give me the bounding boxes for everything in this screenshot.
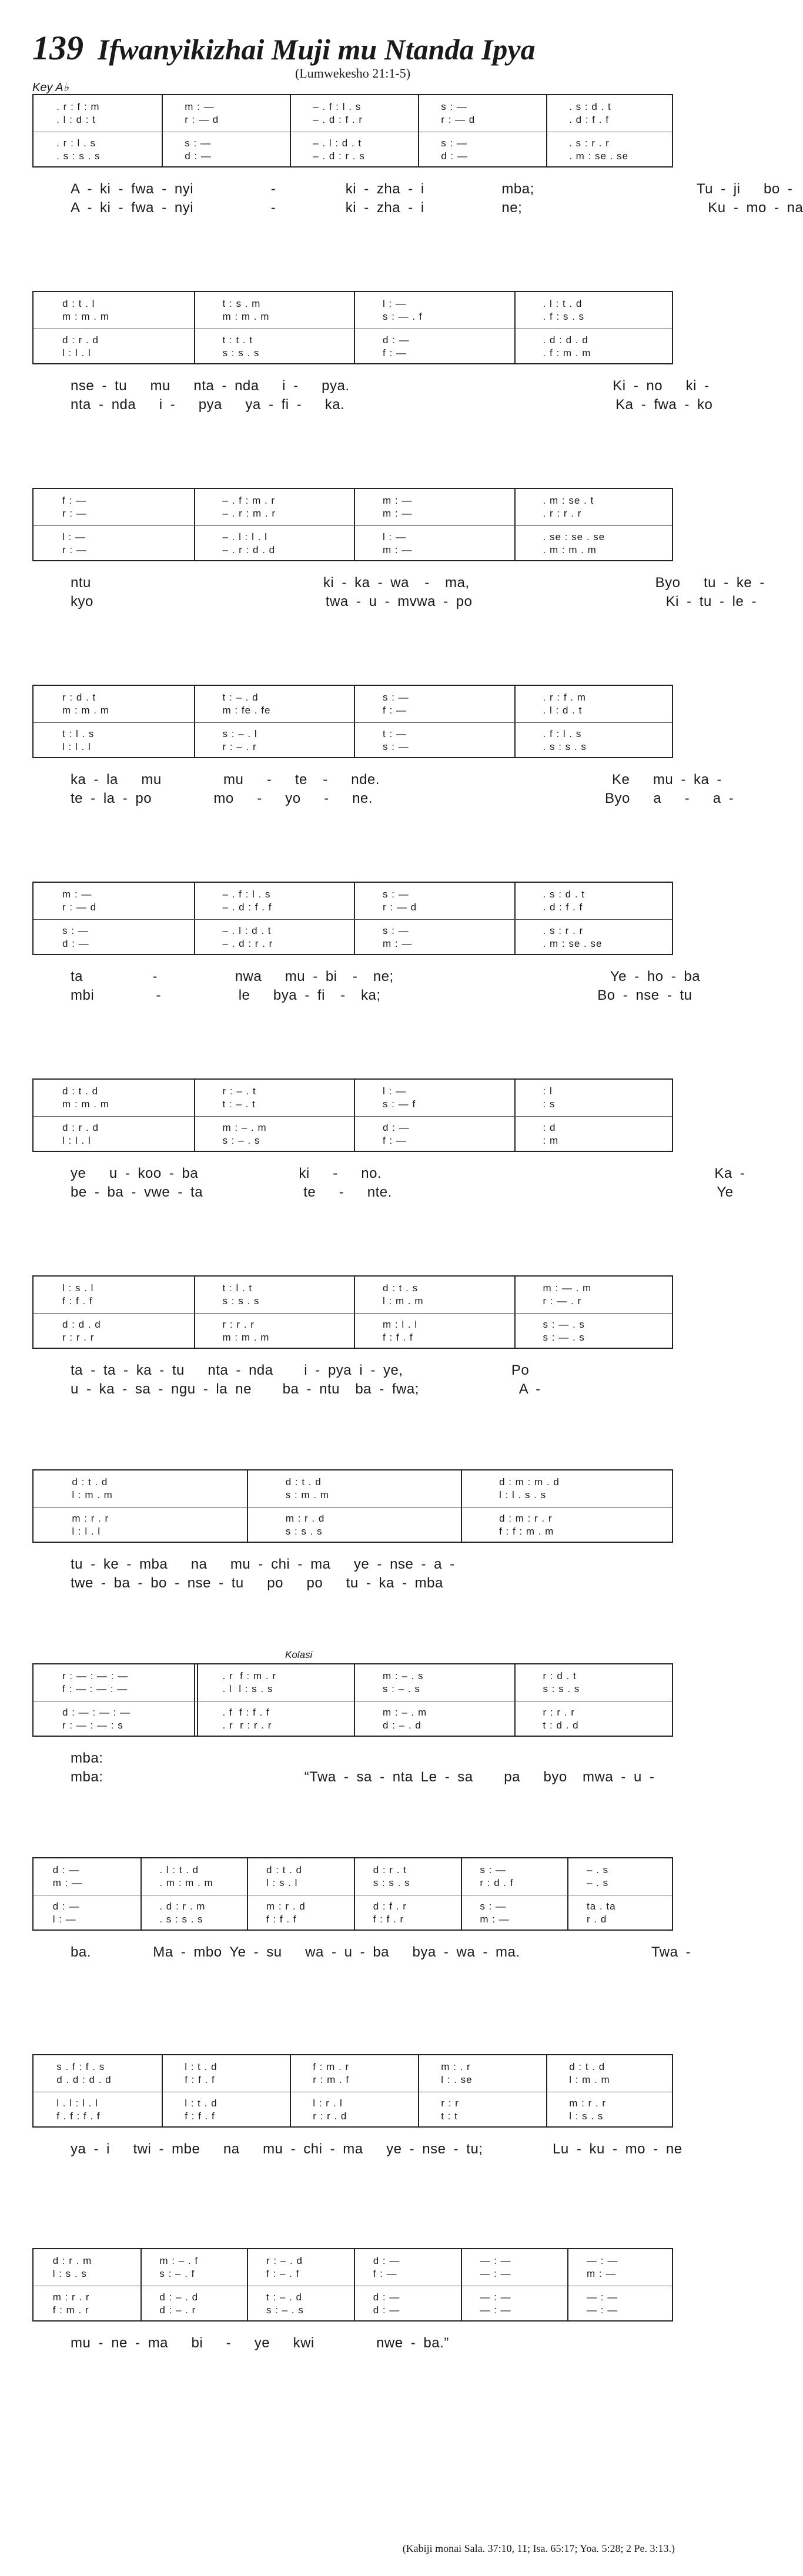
solfa-measure: – . l : l . l [222,531,267,542]
solfa-measure: l : s . s [52,2268,87,2279]
lyric-line: ba. Ma - mbo Ye - su wa - u - ba bya - wa - ma. Twa - [71,1944,691,1960]
lyric-line: be - ba - vwe - ta te - nte. Ye [71,1184,734,1200]
solfa-measure: m : r . r [52,2292,90,2303]
bar-line [194,489,195,560]
solfa-measure: d : — [441,150,471,162]
solfa-measure: d : f . r [373,1901,407,1912]
solfa-measure: r : — . r [543,1295,582,1307]
lyric-line: te - la - po mo - yo - ne. Byo a - a - [71,790,734,806]
solfa-measure: s : — [383,692,413,703]
solfa-measure: l : — [62,531,89,542]
bar-line [546,2055,547,2126]
solfa-measure: l : l . l [62,1135,91,1146]
staff-box [32,94,673,168]
solfa-measure: d : t . d [266,1864,303,1875]
solfa-measure: f : — [62,495,90,506]
bar-line [418,2055,419,2126]
solfa-measure: m : m . m [62,311,109,322]
bar-line [418,95,419,166]
solfa-measure: d : t . d [569,2061,605,2072]
solfa-measure: l : r . l [313,2098,343,2109]
solfa-measure: f : f . f [185,2074,215,2085]
bar-line [354,2249,355,2320]
solfa-measure: r : — d [441,114,476,125]
solfa-measure: . m : se . se [543,938,603,949]
solfa-measure: . r : l . s [56,138,96,149]
solfa-measure: s : s . s [222,347,260,359]
solfa-measure: . r f : m . r [222,1670,276,1681]
solfa-measure: d : r . t [373,1864,407,1875]
bar-line [514,883,516,954]
solfa-measure: s : — . s [543,1319,585,1330]
bar-line [354,883,355,954]
bar-line [354,489,355,560]
solfa-measure: f : m . r [52,2304,89,2316]
solfa-measure: m : l . l [383,1319,418,1330]
solfa-measure: d : m : m . d [499,1476,560,1488]
solfa-measure: r : – . t [222,1086,256,1097]
solfa-measure: – . d : f . f [222,902,272,913]
bar-line [194,1277,195,1348]
solfa-measure: . d : r . m [159,1901,206,1912]
solfa-measure: d : t . d [62,1086,99,1097]
solfa-measure: m : m . m [222,1332,270,1343]
solfa-measure: . s : d . t [569,101,611,112]
solfa-measure: m : – . s [383,1670,424,1681]
solfa-measure: r : — d [62,902,97,913]
solfa-measure: l : l . l [62,741,91,752]
solfa-measure: m : fe . fe [222,705,271,716]
solfa-measure: m : — [587,2268,620,2279]
bar-line [247,1858,248,1930]
bar-line [514,686,516,757]
solfa-measure: d : — [52,1864,83,1875]
solfa-measure: . r : f : m [56,101,100,112]
lyric-line: ntu ki - ka - wa - ma, Byo tu - ke - [71,575,765,591]
solfa-measure: l : l . s . s [499,1489,547,1500]
solfa-measure: d : — [373,2292,404,2303]
solfa-measure: f : — [373,2268,401,2279]
solfa-measure: f : — [383,705,410,716]
staff-divider [34,1116,672,1117]
solfa-measure: – . l : d . t [313,138,362,149]
solfa-measure: l : — [383,1086,410,1097]
solfa-measure: — : — [480,2304,515,2316]
solfa-measure: t : — [383,728,410,739]
solfa-measure: . d : d . d [543,334,588,346]
bar-line [194,1664,195,1736]
bar-line [461,1858,462,1930]
bar-line [162,2055,163,2126]
solfa-measure: r : d . f [480,1877,514,1888]
solfa-measure: f . f : f . f [56,2111,101,2122]
solfa-measure: d : — [373,2255,404,2266]
solfa-measure: s : – . s [222,1135,260,1146]
solfa-measure: : l [543,1086,553,1097]
solfa-measure: l : . se [441,2074,473,2085]
solfa-measure: r : r . r [543,1707,575,1718]
solfa-measure: . f f : f . f [222,1707,270,1718]
solfa-measure: f : f : m . m [499,1526,554,1537]
bar-line [247,2249,248,2320]
solfa-measure: f : f . f [383,1332,413,1343]
solfa-measure: t : – . d [266,2292,303,2303]
solfa-measure: s : s . s [285,1526,323,1537]
solfa-measure: – . r : m . r [222,508,276,519]
solfa-measure: r : r . r [222,1319,255,1330]
solfa-measure: – . d : r . r [222,938,273,949]
solfa-measure: . l : t . d [543,298,583,309]
solfa-measure: – . f : l . s [313,101,362,112]
solfa-measure: d : t . l [62,298,95,309]
solfa-measure: l : s . l [62,1282,94,1294]
solfa-measure: d : — [373,2304,404,2316]
solfa-measure: r : r . d [313,2111,347,2122]
solfa-measure: f : – . f [266,2268,300,2279]
solfa-measure: s : — [441,138,471,149]
solfa-measure: r : m . f [313,2074,350,2085]
solfa-measure: m : r . r [72,1513,109,1524]
solfa-measure: m : — . m [543,1282,592,1294]
solfa-measure: — : — [480,2268,515,2279]
solfa-measure: s : — [441,101,471,112]
solfa-measure: . l : t . d [159,1864,199,1875]
solfa-measure: m : – . m [383,1707,427,1718]
bar-line [194,292,195,363]
solfa-measure: . r : f . m [543,692,586,703]
solfa-measure: m : – . m [222,1122,267,1133]
solfa-measure: s : — [383,741,413,752]
solfa-measure: . f : l . s [543,728,582,739]
solfa-measure: . d : f . f [569,114,609,125]
bar-line [354,1277,355,1348]
solfa-measure: s : — . s [543,1332,585,1343]
solfa-measure: . d : f . f [543,902,583,913]
solfa-measure: . s : r . r [569,138,610,149]
solfa-measure: – . l : d . t [222,925,272,936]
solfa-measure: t : – . t [222,1098,256,1110]
bar-line [461,1470,462,1542]
solfa-measure: d : — [383,334,413,346]
lyric-line: ta - ta - ka - tu nta - nda i - pya i - ye, Po [71,1362,530,1378]
solfa-measure: : d [543,1122,556,1133]
solfa-measure: s : m . m [285,1489,329,1500]
solfa-measure: s : — [480,1864,510,1875]
bar-line [461,2249,462,2320]
bar-line [354,686,355,757]
solfa-measure: m : — [383,938,416,949]
lyric-line: A - ki - fwa - nyi - ki - zha - i ne; Ku - mo - na [71,200,803,216]
solfa-measure: – . f : l . s [222,889,271,900]
solfa-measure: d : r . d [62,1122,99,1133]
solfa-measure: s : s . s [543,1683,580,1694]
solfa-measure: m : . r [441,2061,471,2072]
solfa-measure: r : r . r [62,1332,95,1343]
solfa-measure: f : f . f [62,1295,93,1307]
solfa-measure: d : t . s [383,1282,419,1294]
solfa-measure: . l : d . t [543,705,583,716]
solfa-measure: : s [543,1098,556,1110]
solfa-measure: s : — . f [383,311,423,322]
solfa-measure: m : — [383,495,416,506]
solfa-measure: l : s . l [266,1877,298,1888]
bar-line [514,292,516,363]
footnote-references: (Kabiji monai Sala. 37:10, 11; Isa. 65:17; Yoa. 5:28; 2 Pe. 3:13.) [402,2542,675,2554]
solfa-measure: d : – . d [383,1720,421,1731]
solfa-measure: l : m . m [569,2074,610,2085]
solfa-measure: d : – . r [159,2304,196,2316]
solfa-measure: l : l . l [62,347,91,359]
solfa-measure: f : f . f [185,2111,215,2122]
solfa-measure: : m [543,1135,559,1146]
solfa-measure: m : – . f [159,2255,199,2266]
bar-line [567,2249,568,2320]
lyric-line: mu - ne - ma bi - ye kwi nwe - ba.” [71,2335,449,2351]
solfa-measure: d : r . d [62,334,99,346]
solfa-measure: r : d . t [543,1670,577,1681]
solfa-measure: l : s . s [569,2111,604,2122]
solfa-measure: l : l . l [72,1526,101,1537]
solfa-measure: m : r . d [285,1513,325,1524]
solfa-measure: – . d : f . r [313,114,363,125]
bar-line [140,2249,142,2320]
bar-line [514,1080,516,1151]
lyric-line: ta - nwa mu - bi - ne; Ye - ho - ba [71,969,701,984]
solfa-measure: r : — : — : — [62,1670,132,1681]
solfa-measure: . s : s . s [543,741,587,752]
solfa-measure: . m : m . m [159,1877,213,1888]
bar-line [546,95,547,166]
solfa-measure: . l : d : t [56,114,96,125]
solfa-measure: t : d . d [543,1720,579,1731]
staff-box [32,1469,673,1543]
solfa-measure: – . s [587,1864,609,1875]
solfa-measure: m : — [185,101,218,112]
bar-line [514,489,516,560]
solfa-measure: r : r [441,2098,459,2109]
staff-box [32,291,673,364]
solfa-measure: d : d . d [62,1319,101,1330]
bar-line [354,292,355,363]
bar-line [162,95,163,166]
solfa-measure: m : — [52,1877,86,1888]
solfa-measure: r : – . d [266,2255,303,2266]
staff-box [32,882,673,955]
solfa-measure: . s : d . t [543,889,585,900]
solfa-measure: m : — [62,889,96,900]
solfa-measure: l : t . d [185,2098,218,2109]
solfa-measure: l : m . m [72,1489,113,1500]
staff-box [32,685,673,758]
solfa-measure: m : m . m [222,311,270,322]
solfa-measure: t : – . d [222,692,259,703]
lyric-line: ya - i twi - mbe na mu - chi - ma ye - nse - tu; Lu - ku - mo - ne [71,2141,682,2157]
staff-box [32,2054,673,2128]
solfa-measure: . m : m . m [543,544,597,555]
solfa-measure: . m : se . se [569,150,629,162]
bar-line [194,1080,195,1151]
solfa-measure: l : t . d [185,2061,218,2072]
solfa-measure: f : — [383,1135,410,1146]
solfa-measure: s : – . s [383,1683,420,1694]
solfa-measure: . se : se . se [543,531,605,542]
solfa-measure: — : — [480,2255,515,2266]
solfa-measure: s : — [185,138,215,149]
solfa-measure: d : — [62,938,93,949]
solfa-measure: . s : r . r [543,925,584,936]
solfa-measure: r : — d [383,902,417,913]
staff-divider [34,525,672,526]
bar-line [567,1858,568,1930]
solfa-measure: d . d : d . d [56,2074,112,2085]
solfa-measure: r : — d [185,114,219,125]
bar-line [194,686,195,757]
solfa-measure: m : m . m [62,1098,109,1110]
solfa-measure: l : m . m [383,1295,424,1307]
solfa-measure: — : — [587,2255,621,2266]
solfa-measure: – . d : r . s [313,150,365,162]
solfa-measure: r . d [587,1914,607,1925]
chorus-label: Kolasi [285,1649,313,1660]
solfa-measure: r : — : — : s [62,1720,123,1731]
solfa-measure: ta . ta [587,1901,616,1912]
solfa-measure: l : — [383,298,410,309]
staff-divider [34,722,672,723]
solfa-measure: s : — f [383,1098,416,1110]
staff-box [32,2248,673,2322]
hymn-header [32,28,679,68]
solfa-measure: s : – . s [266,2304,304,2316]
solfa-measure: f : f . r [373,1914,404,1925]
staff-divider [34,1313,672,1314]
staff-box [32,1275,673,1349]
lyric-line: tu - ke - mba na mu - chi - ma ye - nse - a - [71,1556,455,1572]
lyric-line: ye u - koo - ba ki - no. Ka - [71,1165,745,1181]
solfa-measure: s . f : f . s [56,2061,105,2072]
solfa-measure: — : — [587,2304,621,2316]
solfa-measure: f : — : — : — [62,1683,132,1694]
lyric-line: ka - la mu mu - te - nde. Ke mu - ka - [71,772,722,788]
solfa-measure: m : m . m [62,705,109,716]
solfa-measure: r : — [62,508,91,519]
solfa-measure: r : d . t [62,692,96,703]
bar-line [290,2055,291,2126]
lyric-line: kyo twa - u - mvwa - po Ki - tu - le - [71,594,757,609]
solfa-measure: s : — [62,925,92,936]
lyric-line: nse - tu mu nta - nda i - pya. Ki - no ki - [71,378,710,394]
bar-line [354,1080,355,1151]
solfa-measure: l . l : l . l [56,2098,98,2109]
solfa-measure: d : — : — : — [62,1707,134,1718]
solfa-measure: s : – . l [222,728,257,739]
hymn-number: 139 [32,29,83,67]
bar-line [514,1664,516,1736]
solfa-measure: – . f : m . r [222,495,276,506]
solfa-measure: d : r . m [52,2255,92,2266]
solfa-measure: t : t [441,2111,458,2122]
solfa-measure: – . r : d . d [222,544,276,555]
staff-box [32,1078,673,1152]
solfa-measure: l : — [383,531,410,542]
lyric-line: twe - ba - bo - nse - tu po po tu - ka - mba [71,1575,443,1591]
solfa-measure: s : s . s [222,1295,260,1307]
solfa-measure: . m : se . t [543,495,594,506]
solfa-measure: m : — [480,1914,513,1925]
lyric-line: A - ki - fwa - nyi - ki - zha - i mba; Tu - ji bo - [71,181,793,197]
solfa-measure: m : r . r [569,2098,607,2109]
solfa-measure: s : — [383,925,413,936]
solfa-measure: d : – . d [159,2292,199,2303]
solfa-measure: f : — [383,347,410,359]
solfa-measure: f : f . f [266,1914,297,1925]
solfa-measure: d : m : r . r [499,1513,553,1524]
solfa-measure: m : — [383,508,416,519]
solfa-measure: d : — [383,1122,413,1133]
solfa-measure: s : — [480,1901,510,1912]
solfa-measure: . r : r . r [543,508,582,519]
staff-box [32,1857,673,1931]
solfa-measure: . s : s . s [159,1914,203,1925]
solfa-measure: . r r : r . r [222,1720,272,1731]
bar-line [354,1664,355,1736]
solfa-measure: . s : s . s [56,150,101,162]
solfa-measure: s : – . f [159,2268,195,2279]
solfa-measure: t : l . s [62,728,95,739]
lyric-line: mba: “Twa - sa - nta Le - sa pa byo mwa - u - [71,1769,655,1785]
solfa-measure: m : — [383,544,416,555]
staff-divider [34,919,672,920]
scripture-reference: (Lumwekesho 21:1-5) [295,66,411,81]
solfa-measure: t : t . t [222,334,253,346]
lyric-line: nta - nda i - pya ya - fi - ka. Ka - fwa - ko [71,397,713,413]
solfa-measure: l : — [52,1914,80,1925]
key-signature: Key A♭ [32,81,69,94]
bar-line [194,883,195,954]
hymn-title: Ifwanyikizhai Muji mu Ntanda Ipya [98,33,536,66]
lyric-line: u - ka - sa - ngu - la ne ba - ntu ba - fwa; A - [71,1381,541,1397]
bar-line [247,1470,248,1542]
lyric-line: mba: [71,1750,103,1766]
solfa-measure: . f : s . s [543,311,585,322]
solfa-measure: t : s . m [222,298,261,309]
solfa-measure: – . s [587,1877,609,1888]
solfa-measure: d : t . d [72,1476,108,1488]
solfa-measure: s : s . s [373,1877,410,1888]
solfa-measure: r : – . r [222,741,257,752]
solfa-measure: — : — [480,2292,515,2303]
bar-line [290,95,291,166]
solfa-measure: . l l : s . s [222,1683,273,1694]
bar-line [354,1858,355,1930]
solfa-measure: — : — [587,2292,621,2303]
solfa-measure: r : — [62,544,91,555]
solfa-measure: f : m . r [313,2061,350,2072]
solfa-measure: m : r . d [266,1901,306,1912]
staff-divider [34,1507,672,1508]
solfa-measure: s : — [383,889,413,900]
solfa-measure: d : — [185,150,215,162]
solfa-measure: . f : m . m [543,347,591,359]
lyric-line: mbi - le bya - fi - ka; Bo - nse - tu [71,987,692,1003]
staff-box [32,1663,673,1737]
solfa-measure: d : — [52,1901,83,1912]
bar-line [140,1858,142,1930]
bar-line [514,1277,516,1348]
staff-box [32,488,673,561]
solfa-measure: t : l . t [222,1282,253,1294]
solfa-measure: d : t . d [285,1476,322,1488]
